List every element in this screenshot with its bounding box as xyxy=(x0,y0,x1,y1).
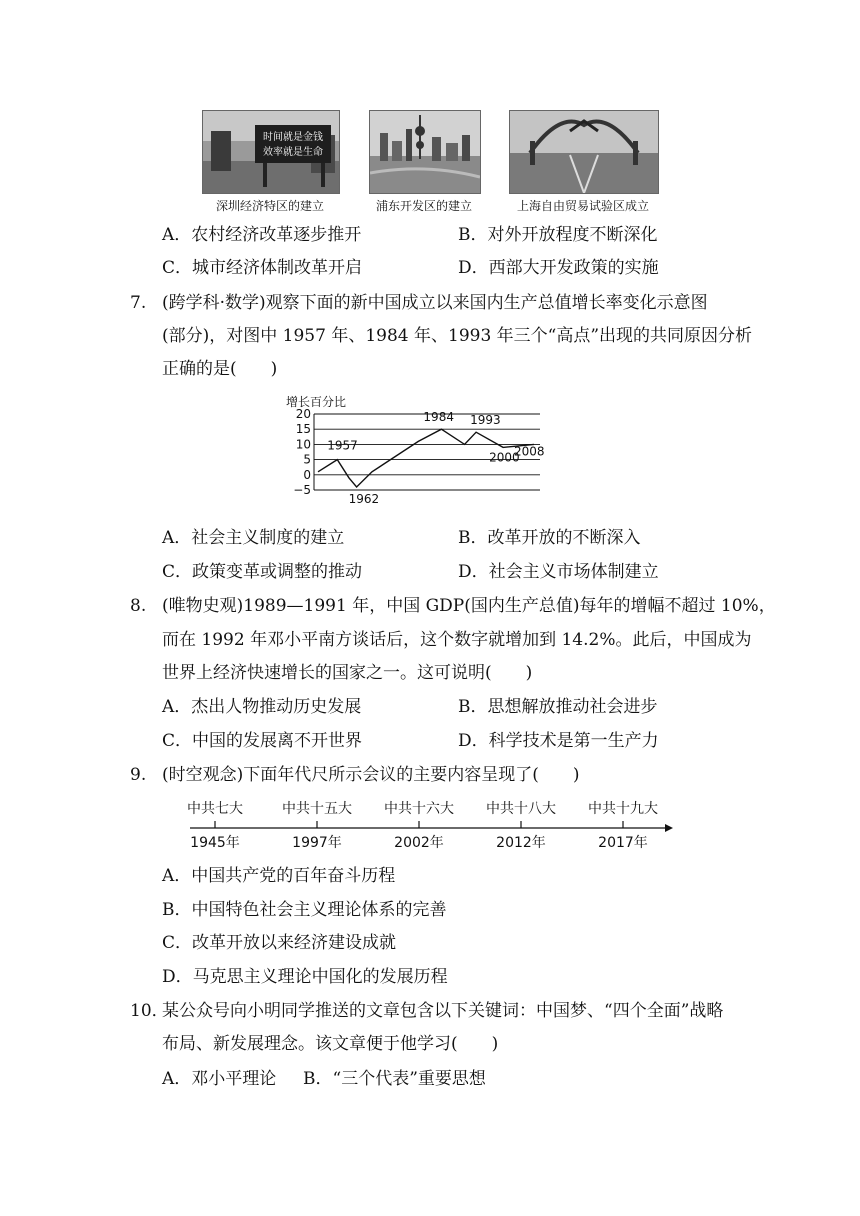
timeline-event-label: 中共十六大 xyxy=(384,801,454,817)
q6-option-b[interactable] xyxy=(458,227,658,244)
option-letter: B． xyxy=(162,900,192,920)
option-text: 思想解放推动社会进步 xyxy=(487,697,658,717)
timeline-ruler xyxy=(185,795,685,855)
option-text: 改革开放以来经济建设成就 xyxy=(192,933,397,953)
option-text: 中国的发展离不开世界 xyxy=(192,731,363,751)
q10-number: 10． xyxy=(130,1001,169,1021)
chart-point-label-1957: 1957 xyxy=(327,438,358,453)
option-text: 中国特色社会主义理论体系的完善 xyxy=(191,900,447,920)
option-letter: A． xyxy=(162,1069,192,1089)
q8-option-b[interactable] xyxy=(458,699,658,716)
option-letter: B． xyxy=(458,528,488,548)
q8-stem-line-2: 而在 1992 年邓小平南方谈话后，这个数字就增加到 14.2%。此后，中国成为 xyxy=(162,630,752,650)
option-letter: C． xyxy=(162,258,193,278)
photo-shenzhen xyxy=(202,110,340,194)
q10-stem-line-2: 布局、新发展理念。该文章便于他学习( ) xyxy=(162,1034,499,1054)
q6-option-a[interactable] xyxy=(162,227,361,244)
chart-point-label-1984: 1984 xyxy=(423,410,454,425)
photo-caption-pudong: 浦东开发区的建立 xyxy=(375,199,472,213)
q7-option-d[interactable] xyxy=(458,564,659,581)
chart-point-label-1962: 1962 xyxy=(348,491,380,506)
option-letter: C． xyxy=(162,562,193,582)
chart-point-label-2008: 2008 xyxy=(514,444,545,459)
option-letter: A． xyxy=(162,866,192,886)
q9-number: 9. xyxy=(130,765,147,785)
timeline-year-label: 2017年 xyxy=(598,835,648,851)
chart-point-label-2000: 2000 xyxy=(489,450,520,465)
q9-option-c[interactable] xyxy=(162,935,396,952)
q8-option-a[interactable] xyxy=(162,699,361,716)
option-letter: A． xyxy=(162,225,192,245)
ftz-photo-image xyxy=(510,111,658,193)
q9-stem: (时空观念)下面年代尺所示会议的主要内容呈现了( ) xyxy=(162,765,580,785)
option-letter: D． xyxy=(458,562,489,582)
timeline-year-label: 1945年 xyxy=(190,835,240,851)
gdp-growth-chart xyxy=(278,392,578,517)
q7-stem-line-2: (部分)，对图中 1957 年、1984 年、1993 年三个“高点”出现的共同原因分析 xyxy=(162,326,753,346)
q8-stem-line-1: (唯物史观)1989—1991 年，中国 GDP(国内生产总值)每年的增幅不超过 10%， xyxy=(162,596,776,616)
photo-shanghai-ftz xyxy=(509,110,659,194)
pudong-photo-image xyxy=(370,111,480,193)
q10-option-b[interactable] xyxy=(303,1071,486,1088)
timeline-year-label: 1997年 xyxy=(292,835,342,851)
option-letter: B． xyxy=(458,225,488,245)
option-letter: C． xyxy=(162,933,193,953)
option-letter: A． xyxy=(162,697,192,717)
option-letter: D． xyxy=(458,731,489,751)
timeline-year-label: 2012年 xyxy=(496,835,546,851)
q6-option-d[interactable] xyxy=(458,260,659,277)
photo-caption-shenzhen: 深圳经济特区的建立 xyxy=(215,199,324,213)
option-text: 杰出人物推动历史发展 xyxy=(191,697,362,717)
option-text: 西部大开发政策的实施 xyxy=(488,258,659,278)
q7-stem-line-1: (跨学科·数学)观察下面的新中国成立以来国内生产总值增长率变化示意图 xyxy=(162,293,708,313)
q9-option-a[interactable] xyxy=(162,868,395,885)
chart-ytick-label: 10 xyxy=(295,437,311,452)
option-letter: A． xyxy=(162,528,192,548)
option-text: 改革开放的不断深入 xyxy=(487,528,641,548)
q6-option-c[interactable] xyxy=(162,260,362,277)
q9-option-b[interactable] xyxy=(162,902,447,919)
shenzhen-photo-image xyxy=(203,111,339,193)
option-text: 城市经济体制改革开启 xyxy=(192,258,363,278)
chart-ytick-label: 15 xyxy=(295,422,311,437)
q7-option-c[interactable] xyxy=(162,564,362,581)
chart-ytick-label: −5 xyxy=(293,483,311,497)
q9-option-d[interactable] xyxy=(162,969,448,986)
q7-number: 7. xyxy=(130,293,147,313)
chart-ytick-label: 5 xyxy=(303,452,311,467)
sign-line-1: 时间就是金钱 xyxy=(263,132,323,143)
timeline-year-label: 2002年 xyxy=(394,835,444,851)
timeline-event-label: 中共十九大 xyxy=(588,801,658,817)
timeline-event-label: 中共七大 xyxy=(187,801,243,817)
q10-option-a[interactable] xyxy=(162,1071,276,1088)
option-text: 政策变革或调整的推动 xyxy=(192,562,363,582)
option-text: 科学技术是第一生产力 xyxy=(488,731,659,751)
option-letter: D． xyxy=(162,967,193,987)
chart-ylabel: 增长百分比 xyxy=(286,395,347,409)
option-letter: B． xyxy=(303,1069,333,1089)
q10-stem-line-1: 某公众号向小明同学推送的文章包含以下关键词：中国梦、“四个全面”战略 xyxy=(162,1001,724,1021)
option-text: 社会主义制度的建立 xyxy=(191,528,345,548)
option-text: 农村经济改革逐步推开 xyxy=(191,225,362,245)
q8-stem-line-3: 世界上经济快速增长的国家之一。这可说明( ) xyxy=(162,663,533,683)
timeline-event-label: 中共十五大 xyxy=(282,801,352,817)
option-letter: C． xyxy=(162,731,193,751)
sign-line-2: 效率就是生命 xyxy=(263,147,323,158)
photo-pudong xyxy=(369,110,481,194)
option-letter: D． xyxy=(458,258,489,278)
option-text: “三个代表”重要思想 xyxy=(332,1069,486,1089)
q7-stem-line-3: 正确的是( ) xyxy=(162,359,278,379)
option-letter: B． xyxy=(458,697,488,717)
photo-caption-ftz: 上海自由贸易试验区成立 xyxy=(516,199,649,213)
q8-option-d[interactable] xyxy=(458,733,659,750)
q8-option-c[interactable] xyxy=(162,733,362,750)
option-text: 中国共产党的百年奋斗历程 xyxy=(191,866,396,886)
timeline-event-label: 中共十八大 xyxy=(486,801,556,817)
option-text: 马克思主义理论中国化的发展历程 xyxy=(192,967,448,987)
q7-option-b[interactable] xyxy=(458,530,641,547)
option-text: 对外开放程度不断深化 xyxy=(487,225,658,245)
option-text: 邓小平理论 xyxy=(191,1069,277,1089)
q8-number: 8. xyxy=(130,596,147,616)
chart-ytick-label: 20 xyxy=(295,407,311,421)
chart-point-label-1993: 1993 xyxy=(470,413,501,428)
q7-option-a[interactable] xyxy=(162,530,344,547)
chart-ytick-label: 0 xyxy=(303,467,311,482)
option-text: 社会主义市场体制建立 xyxy=(488,562,659,582)
